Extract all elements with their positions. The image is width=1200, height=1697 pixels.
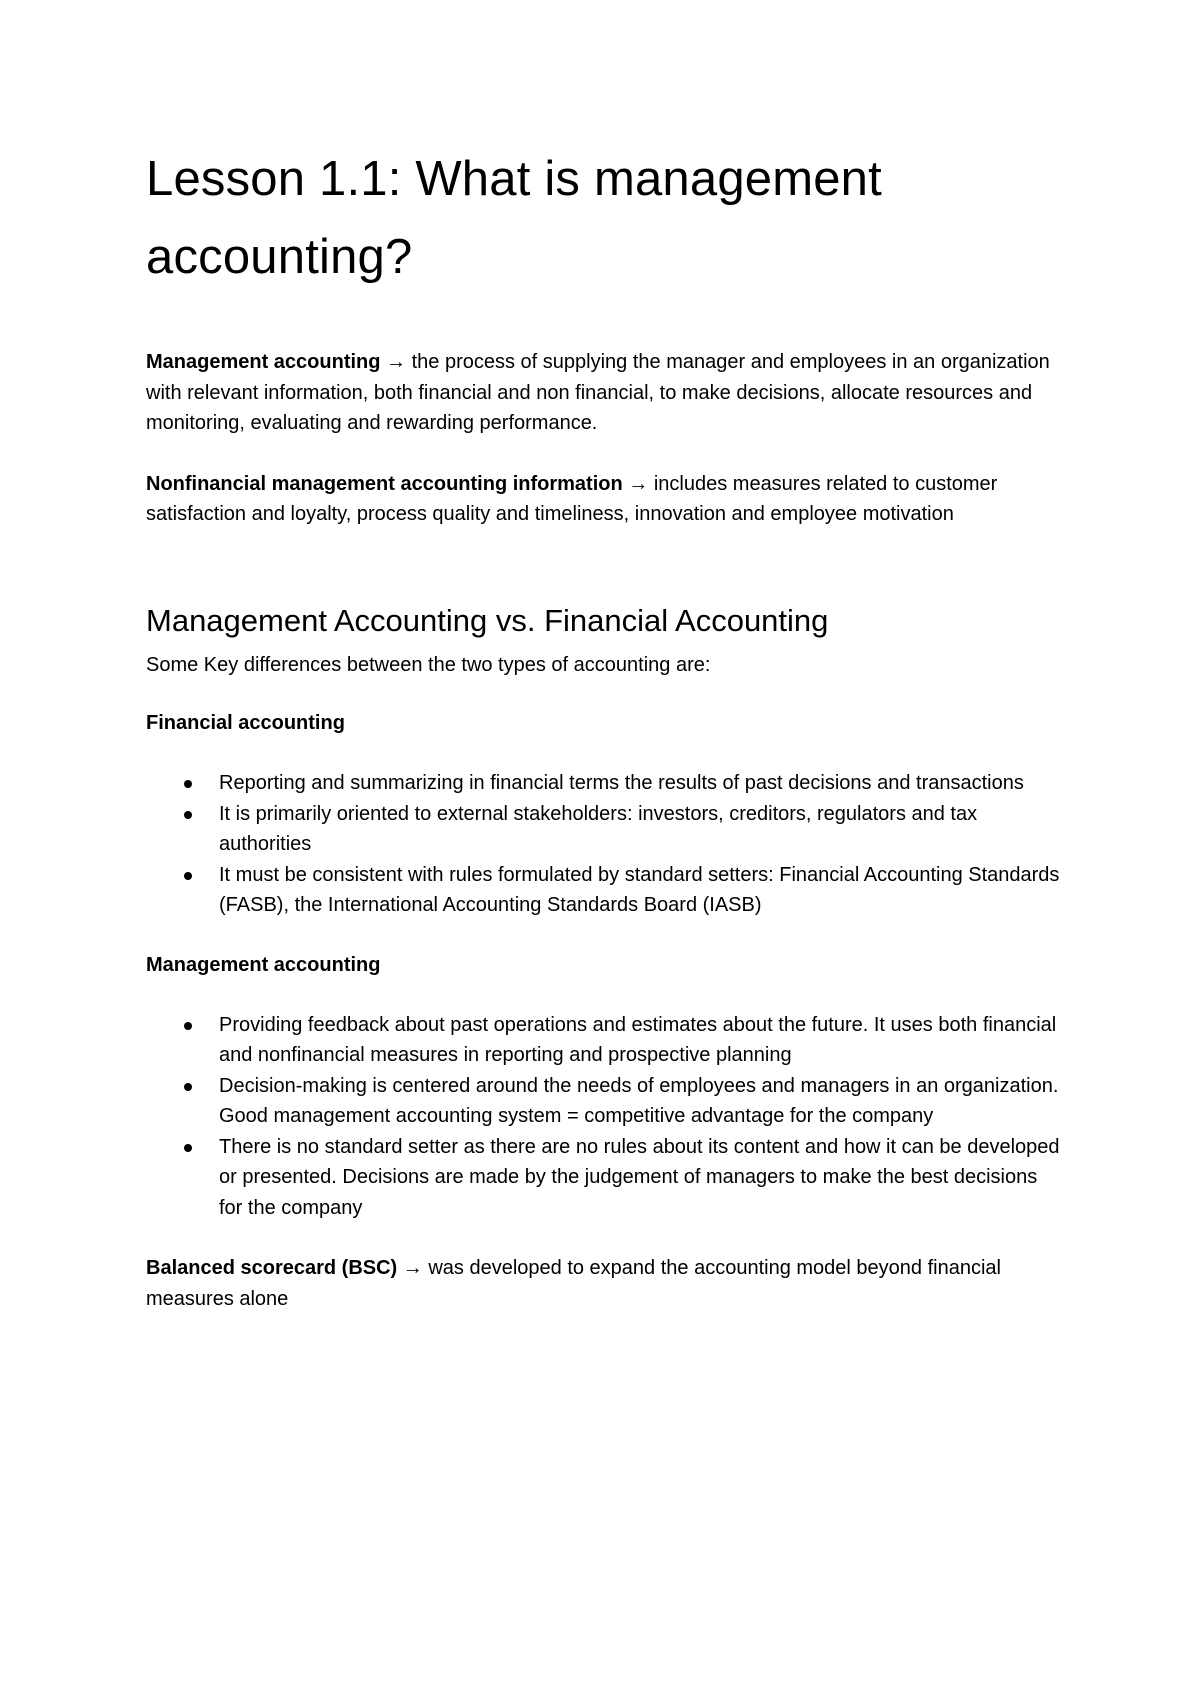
bullet-icon (184, 1022, 192, 1030)
list-item-text: It must be consistent with rules formulated by standard setters: Financial Accounting Standards (FASB), the International Accounting Standards Board (IASB) (219, 863, 1060, 916)
financial-accounting-list (146, 768, 1066, 921)
list-item-text: Providing feedback about past operations and estimates about the future. It uses both financial and nonfinancial measures in reporting and prospective planning (219, 1013, 1057, 1066)
arrow-symbol: → (628, 472, 649, 495)
definition-text: the process of supplying the manager and employees in an organization with relevant information, both financial and non financial, to make decisions, allocate resources and monitoring, evaluating and rewarding performance. (146, 351, 1050, 434)
list-item (146, 1010, 1066, 1071)
bullet-icon (184, 1144, 192, 1152)
arrow-symbol: → (402, 1257, 423, 1279)
list-item-text: Decision-making is centered around the needs of employees and managers in an organization. Good management accounting system = competitive advantage for the company (219, 1074, 1059, 1127)
definition-term: Balanced scorecard (BSC) (146, 1257, 398, 1279)
definition-text: includes measures related to customer satisfaction and loyalty, process quality and timeliness, innovation and employee motivation (146, 472, 998, 525)
definition-management-accounting (146, 347, 1066, 439)
list-item (146, 860, 1066, 921)
definition-term: Management accounting (146, 351, 381, 373)
definition-nonfinancial-info (146, 469, 1066, 530)
management-accounting-list (146, 1010, 1066, 1224)
document-page (146, 140, 1066, 1314)
list-item-text: It is primarily oriented to external stakeholders: investors, creditors, regulators and tax authorities (219, 802, 978, 855)
management-accounting-label: Management accounting (146, 953, 381, 976)
list-item (146, 799, 1066, 860)
list-item-text: There is no standard setter as there are no rules about its content and how it can be developed or presented. Decisions are made by the judgement of managers to make the best decisions for the company (219, 1135, 1060, 1219)
list-item (146, 768, 1066, 799)
definition-term: Nonfinancial management accounting information (146, 472, 623, 495)
definition-text: was developed to expand the accounting model beyond financial measures alone (146, 1257, 1001, 1310)
section-heading: Management Accounting vs. Financial Accounting (146, 602, 829, 638)
bullet-icon (184, 1083, 192, 1091)
bullet-icon (184, 811, 192, 819)
bullet-icon (184, 872, 192, 880)
bullet-icon (184, 780, 192, 788)
section-intro: Some Key differences between the two types of accounting are: (146, 653, 711, 676)
definition-balanced-scorecard (146, 1253, 1066, 1314)
list-item (146, 1071, 1066, 1132)
list-item (146, 1132, 1066, 1224)
arrow-symbol: → (386, 351, 407, 373)
page-title: Lesson 1.1: What is management accounting? (146, 152, 882, 284)
financial-accounting-label: Financial accounting (146, 712, 345, 734)
list-item-text: Reporting and summarizing in financial terms the results of past decisions and transactions (219, 772, 1024, 794)
